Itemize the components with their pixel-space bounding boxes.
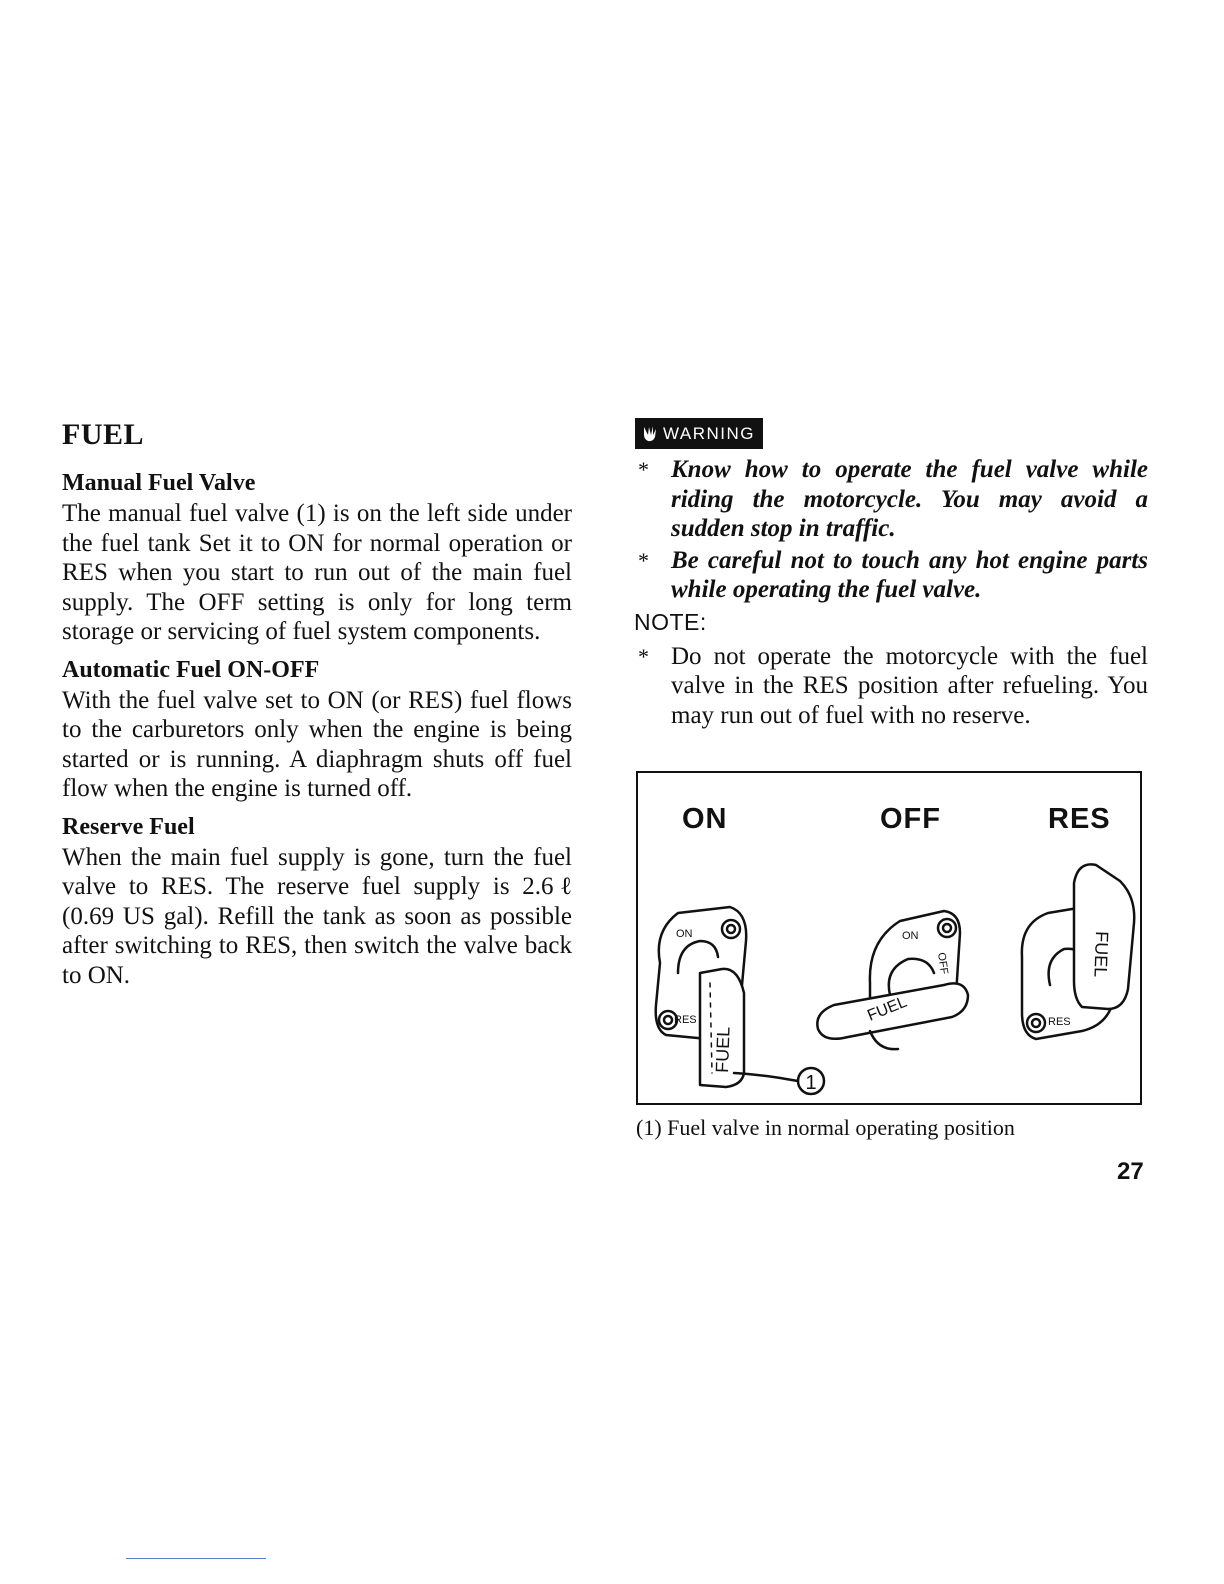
label-off: OFF [880,803,941,835]
left-column [62,418,572,1000]
valve-illustration [638,773,1140,1103]
heading-reserve-fuel: Reserve Fuel [62,813,195,840]
bullet-star: * [638,457,649,482]
fuel-valve-figure [636,771,1142,1105]
valve-on-fuel-text: FUEL [712,1026,734,1074]
warning-item [634,455,1148,544]
section-title: FUEL [62,418,145,451]
callout-number: 1 [805,1072,817,1094]
valve-off-mark-off: OFF [935,951,950,976]
note-item [634,642,1148,731]
footer-rule [126,1558,266,1559]
paragraph-manual-fuel-valve: The manual fuel valve (1) is on the left side under the fuel tank Set it to ON for normal operation or RES when you start to run out of the main fuel supply. The OFF setting is only for long term storage or servicing of fuel system components. [62,500,572,645]
warning-text: Be careful not to touch any hot engine parts while operating the fuel valve. [671,546,1148,603]
valve-res-mark-res: RES [1048,1016,1071,1028]
page-number: 27 [1117,1158,1144,1185]
hand-warning-icon [641,423,661,443]
valve-off-mark-on: ON [902,930,919,942]
valve-on-mark-res: RES [674,1014,697,1026]
label-on: ON [682,803,728,835]
warning-badge [635,418,763,449]
valve-res-fuel-text: FUEL [1090,930,1112,978]
label-res: RES [1048,803,1111,835]
warning-label: WARNING [663,424,756,443]
paragraph-automatic-fuel: With the fuel valve set to ON (or RES) fuel flows to the carburetors only when the engine is being started or is running. A diaphragm shuts off fuel flow when the engine is turned off. [62,686,572,802]
bullet-star: * [638,547,649,573]
warning-item [634,546,1148,605]
note-label: NOTE: [634,608,707,635]
note-text: Do not operate the motorcycle with the fuel valve in the RES position after refueling. You may run out of fuel with no reserve. [671,642,1148,729]
figure-caption: (1) Fuel valve in normal operating position [636,1115,1015,1140]
warning-text: Know how to operate the fuel valve while riding the motorcycle. You may avoid a sudden stop in traffic. [671,456,1148,542]
paragraph-reserve-fuel: When the main fuel supply is gone, turn the fuel valve to RES. The reserve fuel supply is 2.6ℓ (0.69 US gal). Refill the tank as soon as possible after switching to RES, then switch the valve back to ON. [62,843,572,989]
valve-on-mark-on: ON [676,928,693,940]
bullet-star: * [638,643,649,669]
heading-manual-fuel-valve: Manual Fuel Valve [62,470,256,496]
valve-res-position [1022,864,1134,1039]
right-column [634,418,1148,732]
heading-automatic-fuel: Automatic Fuel ON-OFF [62,656,320,683]
valve-off-position [817,911,968,1049]
valve-off-fuel-text: FUEL [865,993,910,1025]
valve-on-position [656,907,746,1087]
